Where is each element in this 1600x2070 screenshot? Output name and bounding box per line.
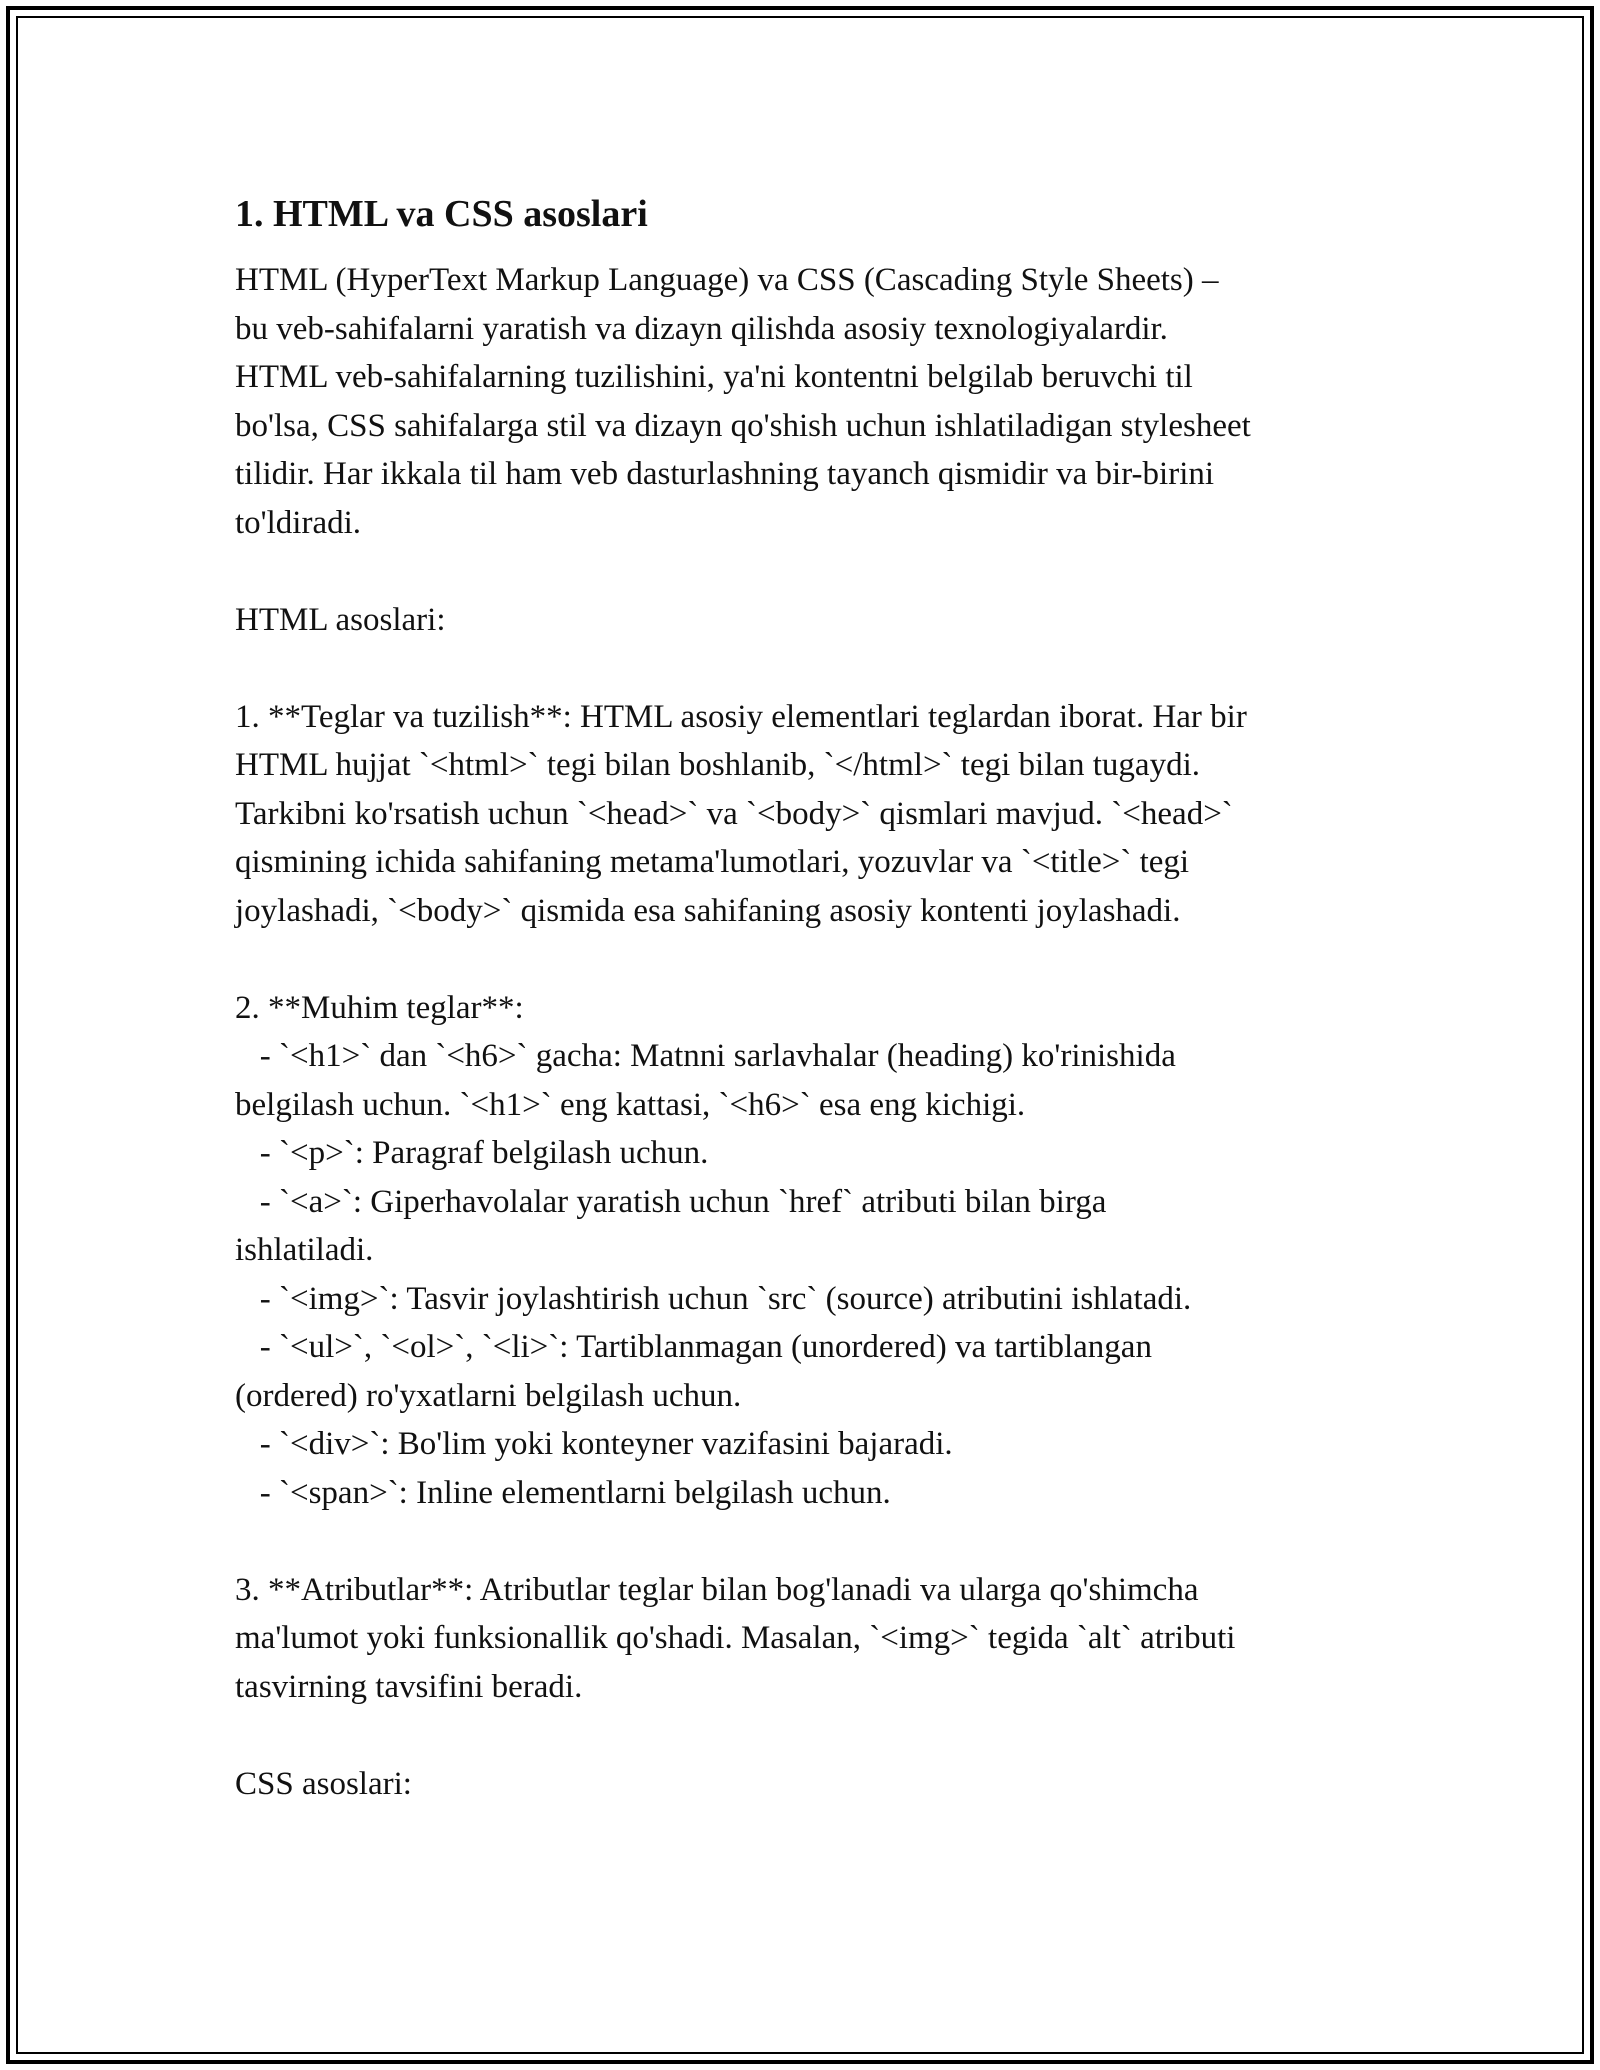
html-item-attributes: 3. **Atributlar**: Atributlar teglar bilan bog'lanadi va ularga qo'shimcha ma'lumot yoki funksionallik qo'shadi. Masalan, `<img>` tegida `alt` atributi tasvirning tavsifini beradi. [235,1571,1236,1705]
css-basics-label: CSS asoslari: [235,1765,412,1802]
document-body [235,188,1385,1808]
intro-paragraph: HTML (HyperText Markup Language) va CSS (Cascading Style Sheets) – bu veb-sahifalarni yaratish va dizayn qilishda asosiy texnologiyalardir. HTML veb-sahifalarning tuzilishini, ya'ni kontentni belgilab beruvchi til bo'lsa, CSS sahifalarga stil va dizayn qo'shish uchun ishlatiladigan stylesheet tilidir. Har ikkala til ham veb dasturlashning tayanch qismidir va bir-birini to'ldiradi. [235,262,1251,541]
html-item-important-tags: 2. **Muhim teglar**: - `<h1>` dan `<h6>` gacha: Matnni sarlavhalar (heading) ko'rinishida belgilash uchun. `<h1>` eng kattasi, `<h6>` esa eng kichigi. - `<p>`: Paragraf belgilash uchun. - `<a>`: Giperhavolalar yaratish uchun `href` atributi bilan birga ishlatiladi. - `<img>`: Tasvir joylashtirish uchun `src` (source) atributini ishlatadi. - `<ul>`, `<ol>`, `<li>`: Tartiblanmagan (unordered) va tartiblangan (ordered) ro'yxatlarni belgilash uchun. - `<div>`: Bo'lim yoki konteyner vazifasini bajaradi. - `<span>`: Inline elementlarni belgilash uchun. [235,989,1192,1511]
html-item-tags-structure: 1. **Teglar va tuzilish**: HTML asosiy elementlari teglardan iborat. Har bir HTML hujjat `<html>` tegi bilan boshlanib, `</html>` tegi bilan tugaydi. Tarkibni ko'rsatish uchun `<head>` va `<body>` qismlari mavjud. `<head>` qismining ichida sahifaning metama'lumotlari, yozuvlar va `<title>` tegi joylashadi, `<body>` qismida esa sahifaning asosiy kontenti joylashadi. [235,698,1247,929]
html-basics-label: HTML asoslari: [235,601,446,638]
section-heading: 1. HTML va CSS asoslari [235,193,648,235]
